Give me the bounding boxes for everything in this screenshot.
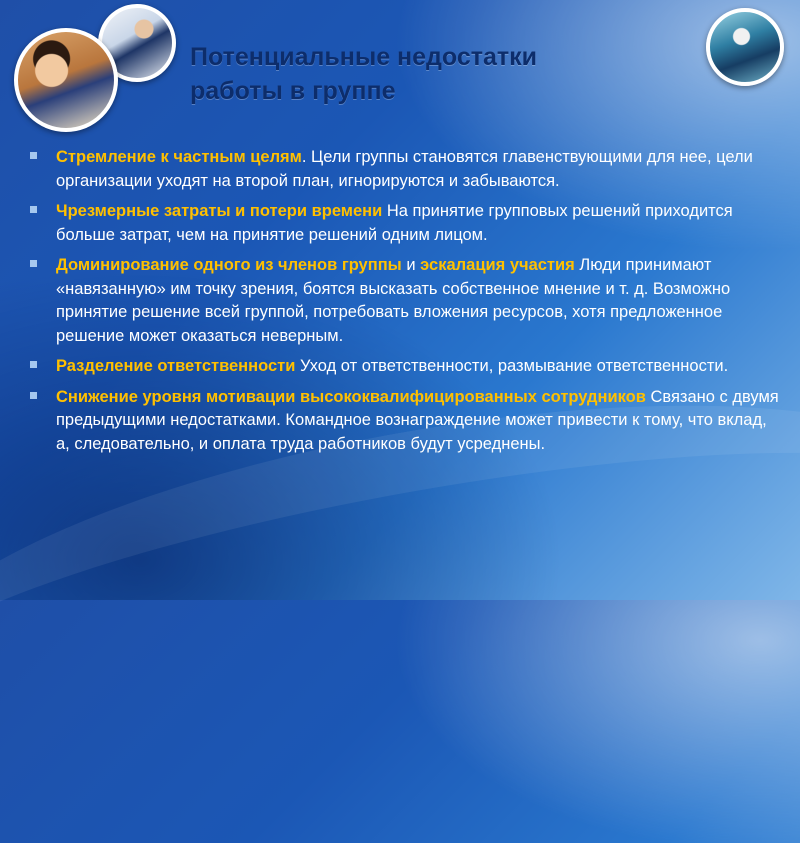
- team-member-photo: [14, 28, 118, 132]
- meeting-photo: [706, 8, 784, 86]
- list-item: [30, 146, 780, 193]
- item-text: Связано с двумя предыдущими недостатками. Командное вознаграждение может привести к тому, что вклад, а, следовательно, и оплата труда работников будут усреднены.: [56, 387, 779, 453]
- item-heading: Снижение уровня мотивации высококвалифицированных сотрудников: [56, 387, 646, 406]
- bullet-square-icon: [30, 392, 37, 399]
- list-item: [30, 254, 780, 348]
- bullet-square-icon: [30, 152, 37, 159]
- item-heading: Доминирование одного из членов группы: [56, 256, 402, 274]
- bullet-list: [30, 146, 780, 463]
- item-text: На принятие групповых решений приходится больше затрат, чем на принятие решений одним лицом.: [56, 202, 733, 244]
- item-heading-2: эскалация участия: [420, 256, 575, 274]
- item-connector: и: [401, 256, 421, 274]
- item-text: . Цели группы становятся главенствующими для нее, цели организации уходят на второй план, игнорируются и забываются.: [56, 148, 753, 190]
- item-heading: Стремление к частным целям: [56, 148, 302, 166]
- bullet-square-icon: [30, 361, 37, 368]
- item-text: Люди принимают «навязанную» им точку зрения, боятся высказать собственное мнение и т. д. Возможно принятие решение всей группой, потребовать вложения ресурсов, хотя предложенное решение может оказаться неверным.: [56, 256, 731, 345]
- list-item: [30, 355, 780, 379]
- list-item: [30, 200, 780, 247]
- item-text: Уход от ответственности, размывание ответственности.: [295, 357, 729, 375]
- bullet-square-icon: [30, 206, 37, 213]
- slide-title-line-2: работы в группе: [190, 77, 396, 105]
- item-heading: Разделение ответственности: [56, 357, 296, 375]
- list-item: [30, 386, 780, 457]
- item-heading: Чрезмерные затраты и потери времени: [56, 202, 383, 220]
- slide-title: [190, 40, 670, 108]
- bullet-square-icon: [30, 260, 37, 267]
- slide-title-line-1: Потенциальные недостатки: [190, 43, 538, 71]
